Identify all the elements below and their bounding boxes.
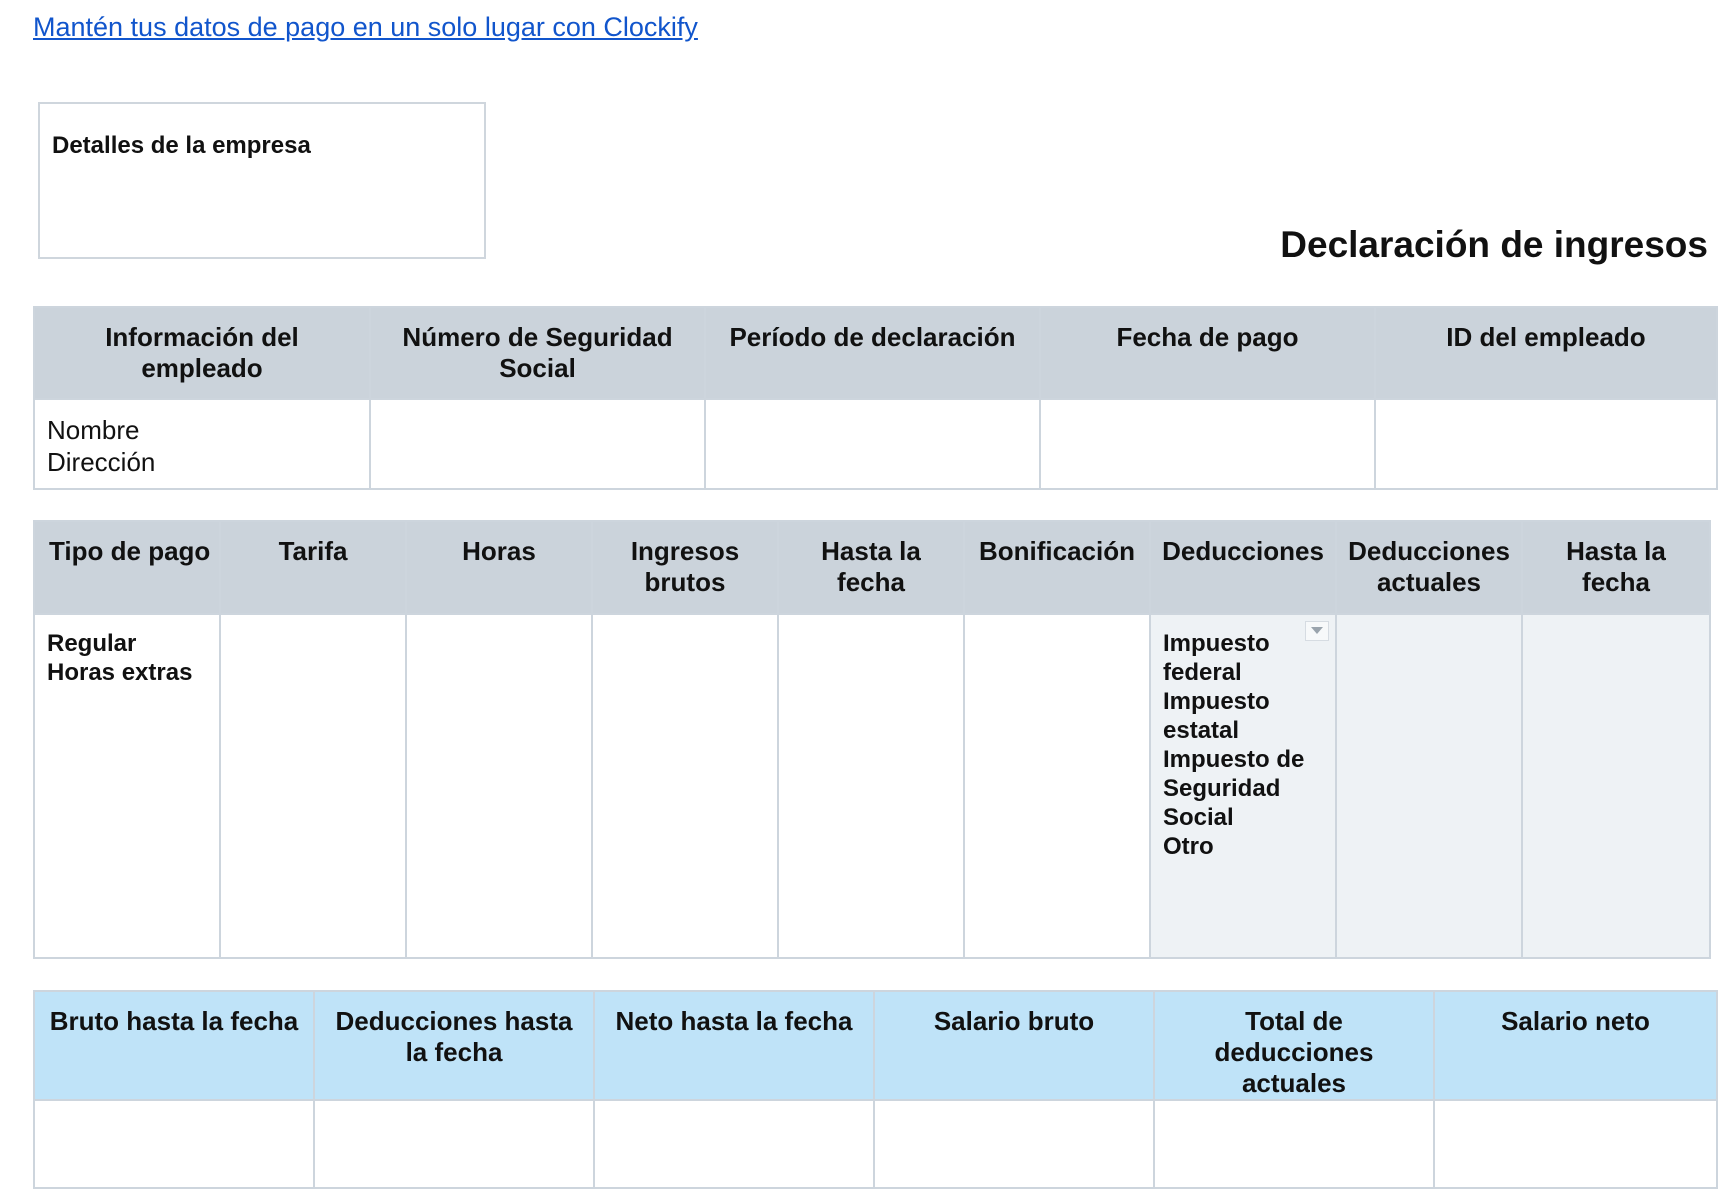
deductions-ytd-cell[interactable] — [1522, 614, 1710, 958]
deduction-state-tax: Impuesto estatal — [1163, 688, 1270, 744]
employee-info-cell[interactable] — [34, 399, 370, 489]
header-gross-earnings: Ingresos brutos — [592, 521, 778, 614]
header-gross-pay: Salario bruto — [874, 991, 1154, 1100]
pay-details-table — [33, 520, 1711, 959]
header-year-to-date: Hasta la fecha — [778, 521, 964, 614]
document-title: Declaración de ingresos — [1280, 224, 1708, 265]
deduction-federal-tax: Impuesto federal — [1163, 630, 1270, 686]
header-employee-info: Información del empleado — [34, 307, 370, 399]
deductions-cell[interactable] — [1150, 614, 1336, 958]
header-current-deductions: Deducciones actuales — [1336, 521, 1522, 614]
deductions-dropdown-button[interactable] — [1305, 621, 1329, 641]
gross-earnings-cell[interactable] — [592, 614, 778, 958]
employee-id-cell[interactable] — [1375, 399, 1717, 489]
header-deductions-year-to-date: Hasta la fecha — [1522, 521, 1710, 614]
header-pay-date: Fecha de pago — [1040, 307, 1375, 399]
deduction-social-security-tax: Impuesto de Seguridad Social — [1163, 746, 1305, 831]
header-total-current-deductions: Total de deducciones actuales — [1154, 991, 1434, 1100]
pay-date-cell[interactable] — [1040, 399, 1375, 489]
header-bonus: Bonificación — [964, 521, 1150, 614]
net-ytd-cell[interactable] — [594, 1100, 874, 1188]
current-deductions-cell[interactable] — [1336, 614, 1522, 958]
summary-table — [33, 990, 1718, 1189]
header-rate: Tarifa — [220, 521, 406, 614]
header-net-pay: Salario neto — [1434, 991, 1717, 1100]
company-details-label: Detalles de la empresa — [52, 132, 311, 159]
gross-ytd-cell[interactable] — [34, 1100, 314, 1188]
statement-period-cell[interactable] — [705, 399, 1040, 489]
deduction-other: Otro — [1163, 833, 1214, 860]
chevron-down-icon — [1311, 627, 1323, 634]
header-net-ytd: Neto hasta la fecha — [594, 991, 874, 1100]
header-ssn: Número de Seguridad Social — [370, 307, 705, 399]
bonus-cell[interactable] — [964, 614, 1150, 958]
pay-type-regular: Regular — [47, 630, 137, 657]
deductions-ytd-summary-cell[interactable] — [314, 1100, 594, 1188]
header-gross-ytd: Bruto hasta la fecha — [34, 991, 314, 1100]
company-details-box[interactable] — [38, 102, 486, 259]
employee-address-label: Dirección — [47, 447, 156, 477]
header-statement-period: Período de declaración — [705, 307, 1040, 399]
ssn-cell[interactable] — [370, 399, 705, 489]
pay-type-cell[interactable] — [34, 614, 220, 958]
header-deductions: Deducciones — [1150, 521, 1336, 614]
gross-pay-cell[interactable] — [874, 1100, 1154, 1188]
employee-name-label: Nombre — [47, 415, 140, 445]
pay-type-overtime: Horas extras — [47, 659, 193, 686]
hours-cell[interactable] — [406, 614, 592, 958]
employee-info-table — [33, 306, 1718, 490]
total-current-deductions-cell[interactable] — [1154, 1100, 1434, 1188]
header-employee-id: ID del empleado — [1375, 307, 1717, 399]
header-pay-type: Tipo de pago — [34, 521, 220, 614]
clockify-promo-link[interactable]: Mantén tus datos de pago en un solo lugar con Clockify — [33, 12, 698, 42]
header-hours: Horas — [406, 521, 592, 614]
year-to-date-cell[interactable] — [778, 614, 964, 958]
rate-cell[interactable] — [220, 614, 406, 958]
header-deductions-ytd: Deducciones hasta la fecha — [314, 991, 594, 1100]
net-pay-cell[interactable] — [1434, 1100, 1717, 1188]
